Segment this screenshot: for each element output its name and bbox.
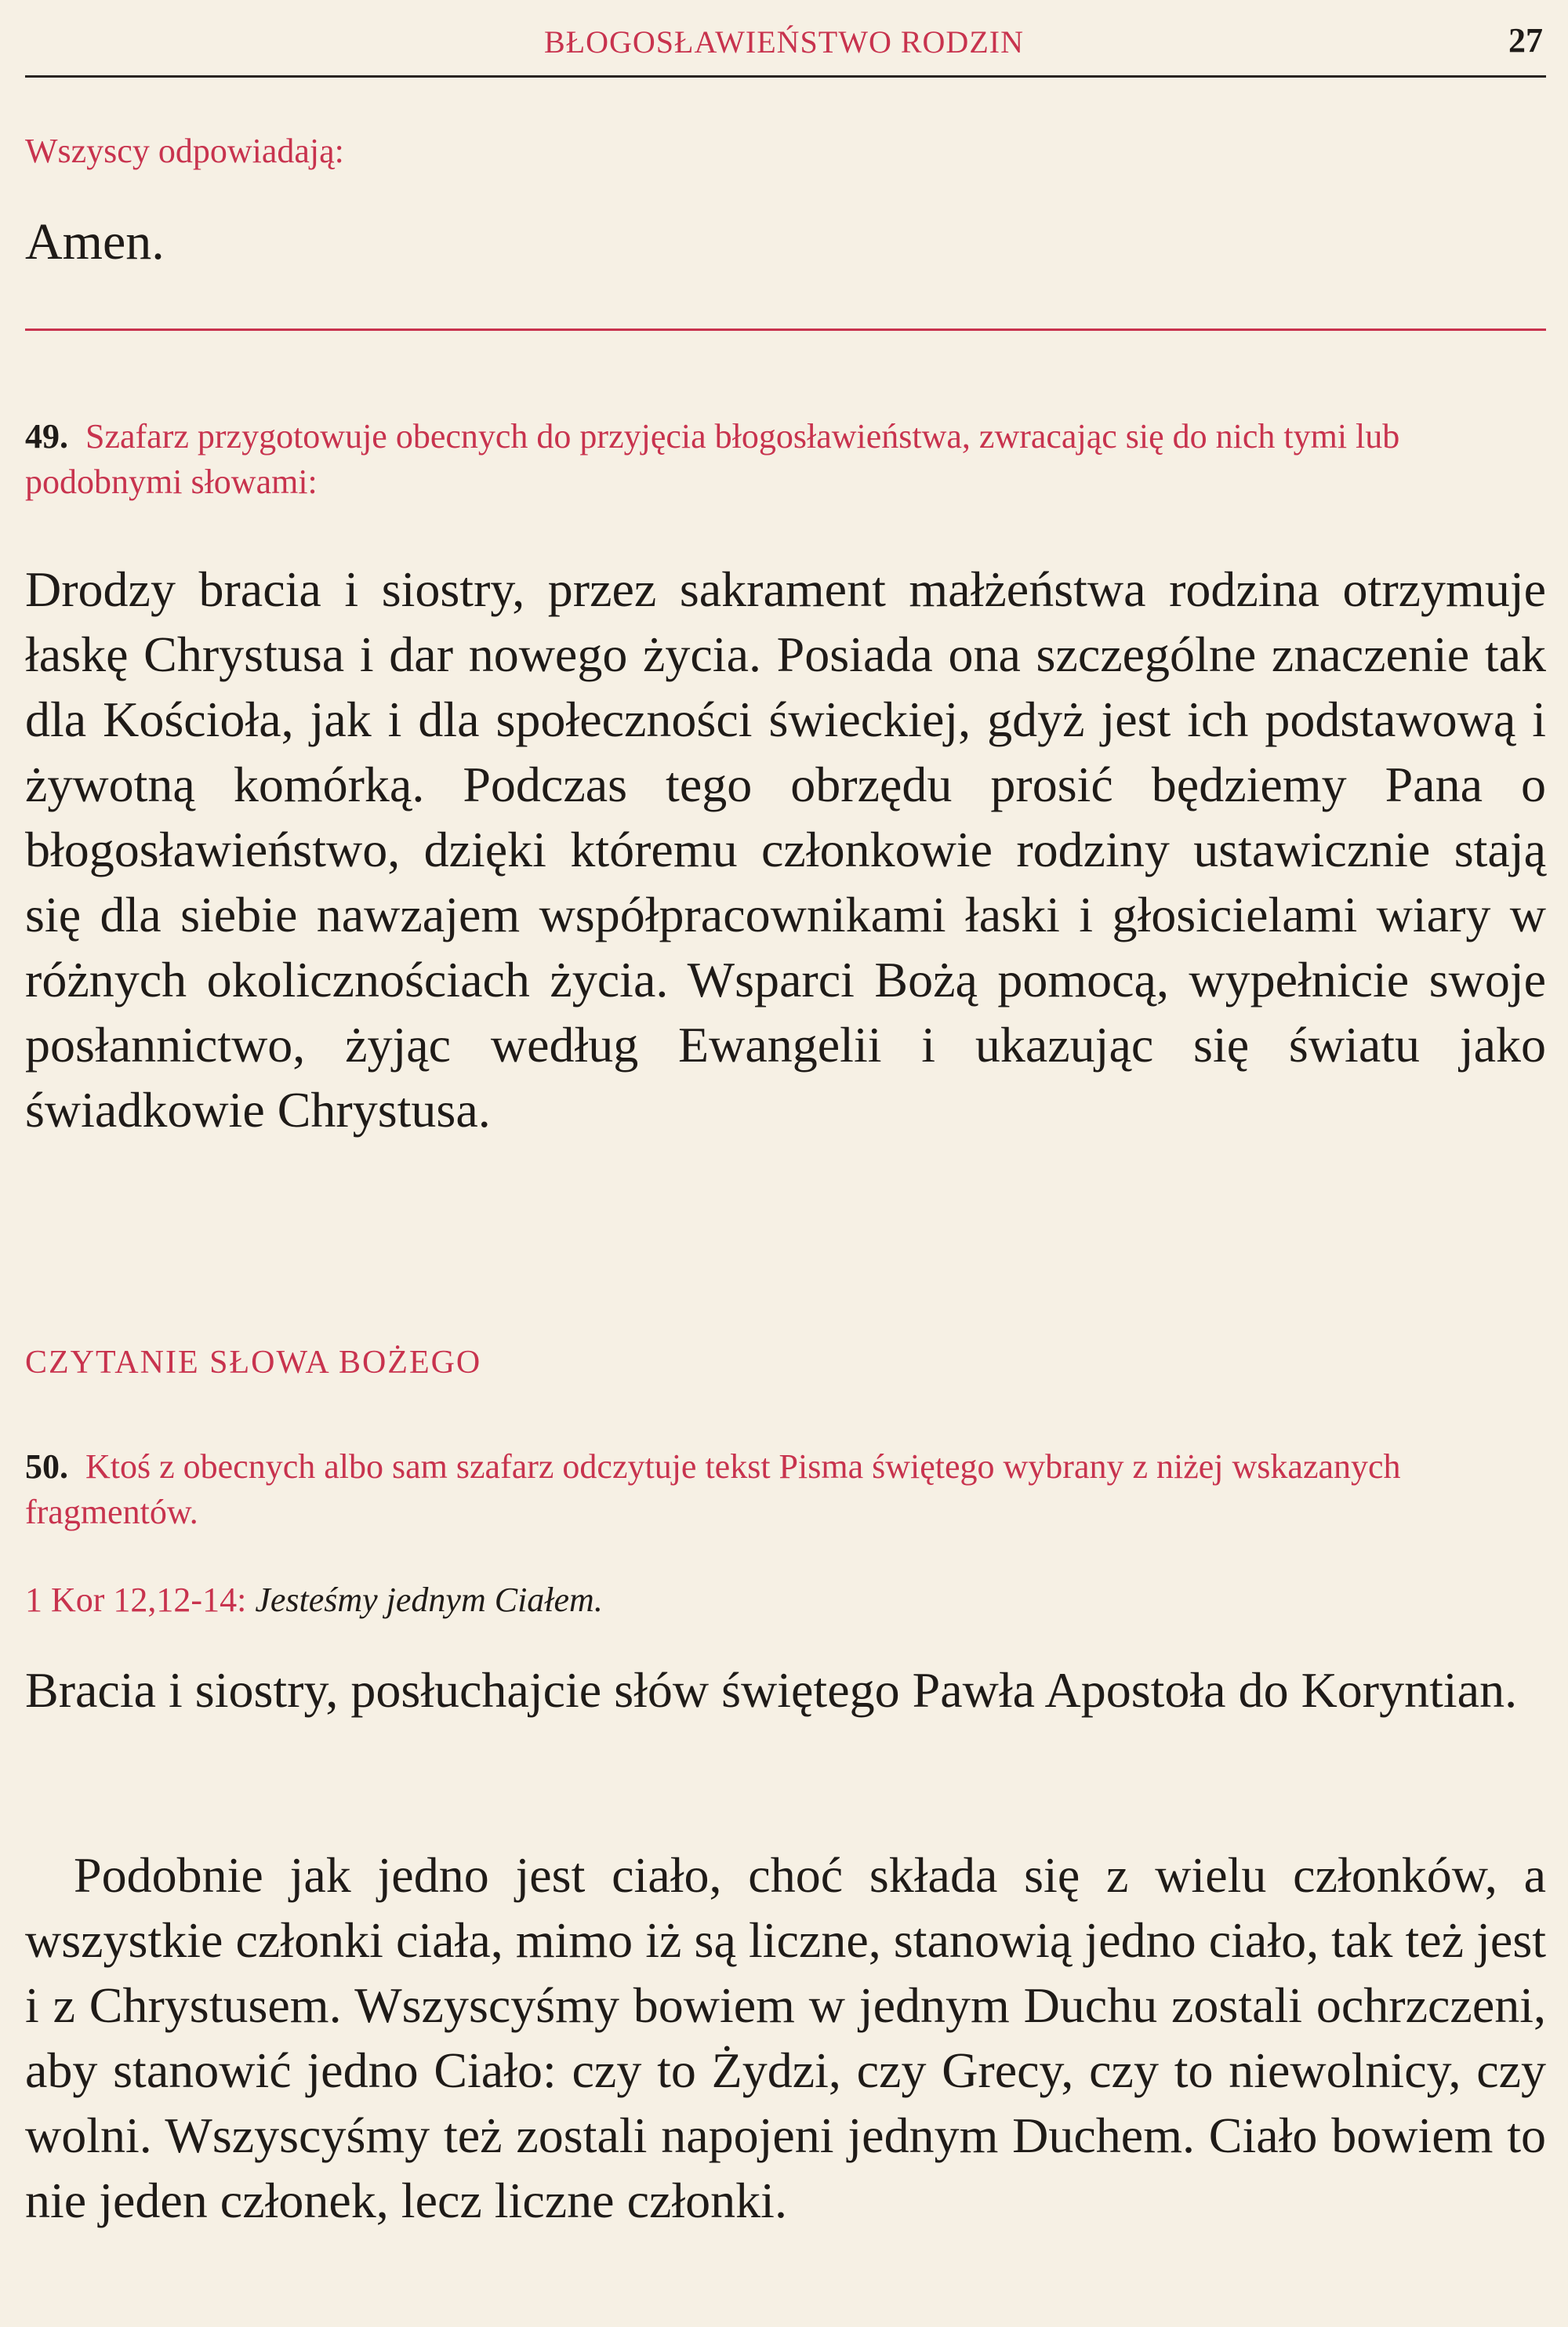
response-label: Wszyscy odpowiadają: xyxy=(25,132,344,170)
rubric-49-text: Szafarz przygotowuje obecnych do przyjęcia błogosławieństwa, zwracając się do nich tymi lub podobnymi słowami: xyxy=(25,417,1400,501)
address-paragraph: Drodzy bracia i siostry, przez sakrament małżeństwa rodzina otrzymuje łaskę Chrystusa i dar nowego życia. Posiada ona szczególne znaczenie tak dla Kościoła, jak i dla społeczności świeckiej, gdyż jest ich podstawową i żywotną komórką. Podczas tego obrzędu prosić będziemy Pana o błogosławieństwo, dzięki któremu członkowie rodziny ustawicznie stają się dla siebie nawzajem współpracownikami łaski i głosicielami wiary w różnych okolicznościach życia. Wsparci Bożą pomocą, wypełnicie swoje posłannictwo, żyjąc według Ewangelii i ukazując się światu jako świadkowie Chrystusa. xyxy=(25,561,1546,1138)
section-heading: CZYTANIE SŁOWA BOŻEGO xyxy=(25,1345,482,1381)
rubric-50 xyxy=(25,1444,1546,1535)
running-header-title: BŁOGOSŁAWIEŃSTWO RODZIN xyxy=(544,24,1024,60)
rubric-49 xyxy=(25,414,1546,505)
header-rule xyxy=(25,75,1546,78)
reading-introduction: Bracia i siostry, posłuchajcie słów świętego Pawła Apostoła do Koryntian. xyxy=(25,1662,1518,1718)
scripture-title: Jesteśmy jednym Ciałem. xyxy=(255,1581,603,1619)
response-text: Amen. xyxy=(25,213,165,270)
page-number: 27 xyxy=(1508,21,1543,60)
rubric-50-text: Ktoś z obecnych albo sam szafarz odczytuje tekst Pisma świętego wybrany z niżej wskazanych fragmentów. xyxy=(25,1447,1401,1531)
scripture-reading: Podobnie jak jedno jest ciało, choć składa się z wielu członków, a wszystkie członki ciała, mimo iż są liczne, stanowią jedno ciało, tak też jest i z Chrystusem. Wszyscyśmy bowiem w jednym Duchu zostali ochrzczeni, aby stanowić jedno Ciało: czy to Żydzi, czy Grecy, czy to niewolnicy, czy wolni. Wszyscyśmy też zostali napojeni jednym Duchem. Ciało bowiem to nie jeden członek, lecz liczne członki. xyxy=(25,1847,1546,2228)
paragraph-number-50: 50. xyxy=(25,1447,68,1486)
section-divider xyxy=(25,329,1546,331)
paragraph-number-49: 49. xyxy=(25,417,68,456)
scripture-reference xyxy=(25,1577,1546,1623)
scripture-citation: 1 Kor 12,12-14: xyxy=(25,1581,247,1619)
